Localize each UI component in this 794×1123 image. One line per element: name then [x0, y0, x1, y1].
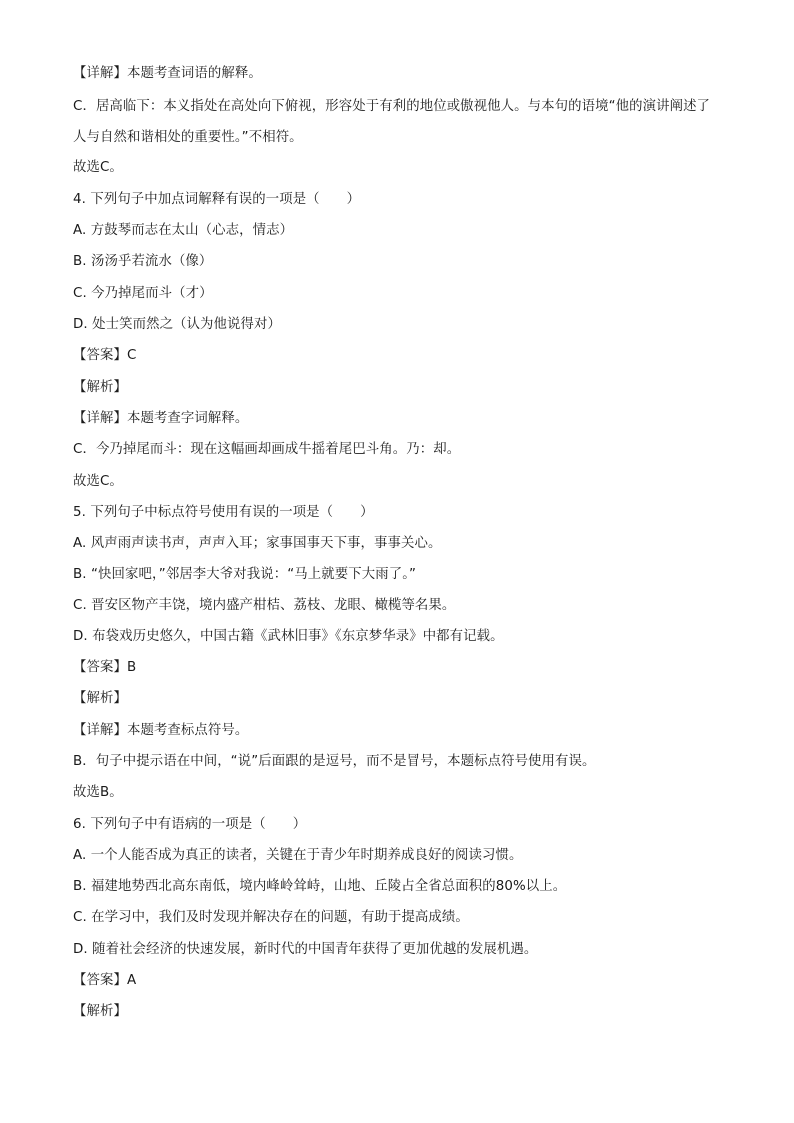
question-5-answer: 【答案】B	[73, 660, 137, 675]
question-4-option-a: A. 方鼓琴而志在太山（心志，情志）	[73, 223, 294, 238]
question-6-option-a: A. 一个人能否成为真正的读者，关键在于青少年时期养成良好的阅读习惯。	[73, 848, 523, 863]
answer-choice-1: 故选C。	[73, 160, 123, 175]
question-6-option-c: C. 在学习中，我们及时发现并解决存在的问题，有助于提高成绩。	[73, 910, 469, 925]
question-5-detail: 【详解】本题考查标点符号。	[73, 723, 249, 738]
question-4-analysis-heading: 【解析】	[73, 380, 127, 395]
question-5-option-c: C. 晋安区物产丰饶，境内盛产柑桔、荔枝、龙眼、橄榄等名果。	[73, 598, 456, 613]
question-4-option-b: B. 汤汤乎若流水（像）	[73, 254, 213, 269]
question-4-option-c: C. 今乃掉尾而斗（才）	[73, 286, 213, 301]
question-4-stem: 4. 下列句子中加点词解释有误的一项是（ ）	[73, 192, 361, 207]
question-5-option-b: B. “快回家吧，”邻居李大爷对我说：“马上就要下大雨了。”	[73, 567, 417, 582]
question-4-answer: 【答案】C	[73, 348, 137, 363]
question-6-option-d: D. 随着社会经济的快速发展，新时代的中国青年获得了更加优越的发展机遇。	[73, 942, 538, 957]
explanation-c-idiom: C．居高临下：本义指处在高处向下俯视，形容处于有利的地位或傲视他人。与本句的语境“他的演讲阐述了人与自然和谐相处的重要性。”不相符。	[73, 99, 711, 145]
question-6-analysis-heading: 【解析】	[73, 1004, 127, 1019]
question-4-option-d: D. 处士笑而然之（认为他说得对）	[73, 317, 281, 332]
detail-heading-1: 【详解】本题考查词语的解释。	[73, 66, 262, 81]
question-5-analysis-heading: 【解析】	[73, 691, 127, 706]
question-5-stem: 5. 下列句子中标点符号使用有误的一项是（ ）	[73, 505, 374, 520]
question-5-option-a: A. 风声雨声读书声，声声入耳；家事国事天下事，事事关心。	[73, 536, 442, 551]
question-4-detail: 【详解】本题考查字词解释。	[73, 411, 249, 426]
question-4-choice: 故选C。	[73, 474, 123, 489]
question-5-explanation: B．句子中提示语在中间，“说”后面跟的是逗号，而不是冒号，本题标点符号使用有误。	[73, 754, 596, 769]
question-6-option-b: B. 福建地势西北高东南低，境内峰岭耸峙，山地、丘陵占全省总面积的80%以上。	[73, 879, 567, 894]
question-5-option-d: D. 布袋戏历史悠久，中国古籍《武林旧事》《东京梦华录》中都有记载。	[73, 629, 504, 644]
question-4-explanation: C．今乃掉尾而斗：现在这幅画却画成牛摇着尾巴斗角。乃：却。	[73, 442, 461, 457]
question-6-answer: 【答案】A	[73, 973, 137, 988]
question-5-choice: 故选B。	[73, 785, 123, 800]
question-6-stem: 6. 下列句子中有语病的一项是（ ）	[73, 817, 307, 832]
